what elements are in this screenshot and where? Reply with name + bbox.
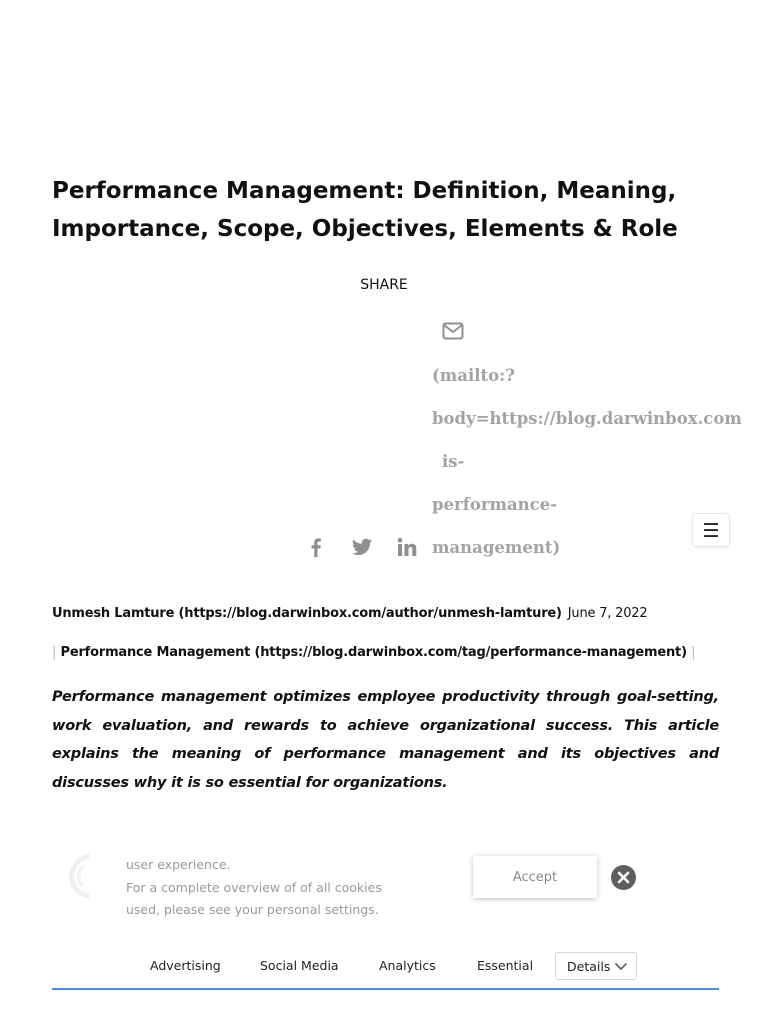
share-label: SHARE (360, 277, 408, 293)
cookie-category-essential[interactable]: Essential (477, 958, 534, 973)
separator: | (691, 645, 696, 660)
details-label: Details (567, 958, 611, 974)
twitter-share-button[interactable] (351, 536, 373, 558)
menu-button[interactable]: ☰ (692, 513, 730, 547)
article-title: Performance Management: Definition, Meaning, Importance, Scope, Objectives, Elements & Role (52, 178, 678, 242)
article-summary: Performance management optimizes employee productivity through goal-setting, work evaluation, and rewards to achieve organizational success. This article explains the meaning of performance management and its objectives and discusses why it is so essential for organizations. (52, 689, 719, 792)
cookie-banner-divider (52, 988, 719, 990)
cookie-logo-icon (62, 852, 102, 900)
accept-cookies-button[interactable]: Accept (473, 856, 597, 898)
cookie-notice-text (126, 854, 456, 922)
tag-link[interactable]: Performance Management (https://blog.darwinbox.com/tag/performance-management) (60, 645, 687, 660)
mailto-line: is- (442, 452, 465, 471)
cookie-details-dropdown[interactable] (555, 952, 637, 980)
separator: | (52, 645, 57, 660)
cookie-category-social-media[interactable]: Social Media (260, 958, 339, 973)
mail-icon[interactable] (442, 322, 464, 340)
mailto-line: performance- (432, 495, 558, 514)
cookie-text-line: used, please see your personal settings. (126, 902, 379, 917)
tag-meta (52, 645, 695, 660)
linkedin-share-button[interactable] (396, 536, 418, 558)
mailto-line: (mailto:? (432, 366, 515, 385)
facebook-icon (305, 536, 327, 558)
mailto-line: body=https://blog.darwinbox.com (432, 409, 742, 428)
cookie-category-analytics[interactable]: Analytics (379, 958, 436, 973)
facebook-share-button[interactable] (305, 536, 327, 558)
cookie-text-line: user experience. (126, 857, 231, 872)
publish-date: June 7, 2022 (567, 606, 648, 621)
twitter-icon (351, 536, 373, 558)
chevron-down-icon (614, 961, 628, 972)
cookie-category-advertising[interactable]: Advertising (150, 958, 221, 973)
author-meta (52, 606, 647, 621)
cookie-text-line: For a complete overview of of all cookies (126, 879, 382, 895)
mailto-line: management) (432, 538, 561, 557)
linkedin-icon (396, 536, 418, 558)
close-cookie-banner-button[interactable] (611, 865, 636, 890)
close-icon (611, 865, 636, 890)
author-link[interactable]: Unmesh Lamture (https://blog.darwinbox.com/author/unmesh-lamture) (52, 606, 562, 621)
